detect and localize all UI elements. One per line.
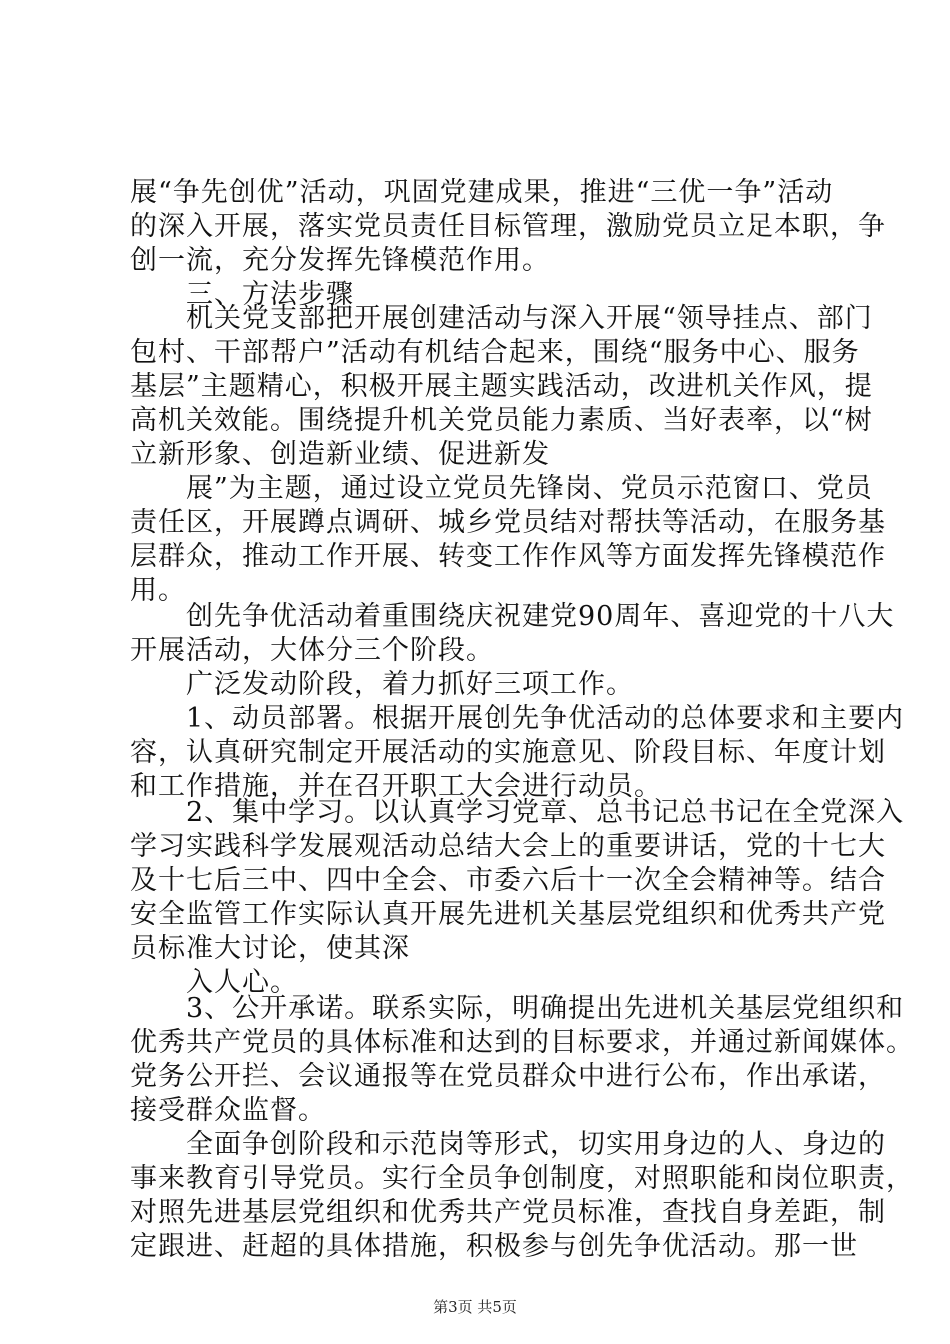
text-line: 定跟进、赶超的具体措施，积极参与创先争优活动。那一世: [130, 1231, 858, 1262]
text-line: 及十七后三中、四中全会、市委六后十一次全会精神等。结合: [130, 865, 886, 896]
text-line: 开展活动，大体分三个阶段。: [130, 635, 494, 666]
text-line: 入人心。: [130, 967, 298, 998]
text-line: 高机关效能。围绕提升机关党员能力素质、当好表率，以“树: [130, 405, 873, 436]
text-line: 接受群众监督。: [130, 1095, 326, 1126]
text-line: 全面争创阶段和示范岗等形式，切实用身边的人、身边的: [130, 1129, 886, 1160]
text-line: 2、集中学习。以认真学习党章、总书记总书记在全党深入: [130, 797, 905, 828]
text-line: 立新形象、创造新业绩、促进新发: [130, 439, 550, 470]
text-line: 事来教育引导党员。实行全员争创制度，对照职能和岗位职责，: [130, 1163, 914, 1194]
text-line: 责任区，开展蹲点调研、城乡党员结对帮扶等活动，在服务基: [130, 507, 886, 538]
text-line: 员标准大讨论，使其深: [130, 933, 410, 964]
text-line: 广泛发动阶段，着力抓好三项工作。: [130, 669, 634, 700]
text-line: 优秀共产党员的具体标准和达到的目标要求，并通过新闻媒体。: [130, 1027, 914, 1058]
text-line: 机关党支部把开展创建活动与深入开展“领导挂点、部门: [130, 303, 873, 334]
text-line: 安全监管工作实际认真开展先进机关基层党组织和优秀共产党: [130, 899, 886, 930]
text-line: 创一流，充分发挥先锋模范作用。: [130, 245, 550, 276]
text-line: 用。: [130, 575, 186, 606]
text-line: 展”为主题，通过设立党员先锋岗、党员示范窗口、党员: [130, 473, 873, 504]
text-line: 容，认真研究制定开展活动的实施意见、阶段目标、年度计划: [130, 737, 886, 768]
text-line: 的深入开展，落实党员责任目标管理，激励党员立足本职，争: [130, 211, 886, 242]
text-line: 和工作措施，并在召开职工大会进行动员。: [130, 771, 662, 802]
text-line: 对照先进基层党组织和优秀共产党员标准，查找自身差距，制: [130, 1197, 886, 1228]
text-line: 展“争先创优”活动，巩固党建成果，推进“三优一争”活动: [130, 177, 834, 208]
text-line: 3、公开承诺。联系实际，明确提出先进机关基层党组织和: [130, 993, 905, 1024]
text-line: 学习实践科学发展观活动总结大会上的重要讲话，党的十七大: [130, 831, 886, 862]
text-line: 党务公开拦、会议通报等在党员群众中进行公布，作出承诺，: [130, 1061, 886, 1092]
section-heading: 三、方法步骤: [130, 279, 354, 310]
page-number-footer: 第3页 共5页: [433, 1298, 517, 1316]
text-line: 创先争优活动着重围绕庆祝建党90周年、喜迎党的十八大: [130, 601, 895, 632]
text-line: 层群众，推动工作开展、转变工作作风等方面发挥先锋模范作: [130, 541, 886, 572]
text-line: 基层”主题精心，积极开展主题实践活动，改进机关作风，提: [130, 371, 873, 402]
text-line: 1、动员部署。根据开展创先争优活动的总体要求和主要内: [130, 703, 905, 734]
text-line: 包村、干部帮户”活动有机结合起来，围绕“服务中心、服务: [130, 337, 860, 368]
